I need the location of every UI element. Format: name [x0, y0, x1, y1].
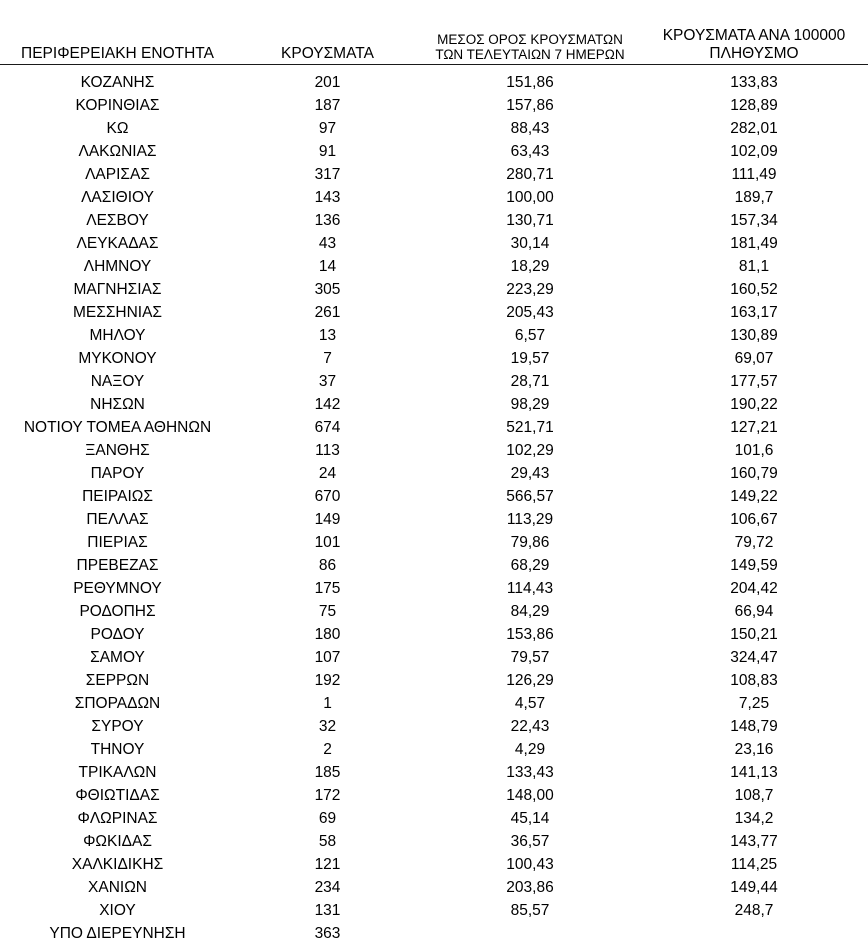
cell-avg7: 223,29 — [506, 280, 554, 298]
cell-cases: 363 — [314, 924, 341, 942]
cell-cases: 201 — [314, 73, 341, 91]
column-header-region-line1: ΠΕΡΙΦΕΡΕΙΑΚΗ ΕΝΟΤΗΤΑ — [21, 44, 214, 62]
cell-region: ΡΟΔΟΥ — [90, 625, 145, 643]
cell-cases: 2 — [323, 740, 332, 758]
cell-region: ΡΕΘΥΜΝΟΥ — [73, 579, 162, 597]
table-row — [0, 922, 868, 945]
table-header — [0, 0, 868, 68]
table-row — [0, 301, 868, 324]
cell-cases: 1 — [323, 694, 332, 712]
cell-region: ΝΑΞΟΥ — [90, 372, 145, 390]
cell-avg7: 36,57 — [510, 832, 550, 850]
cell-cases: 97 — [318, 119, 337, 137]
cell-avg7: 102,29 — [506, 441, 554, 459]
cell-per100k: 149,44 — [730, 878, 778, 896]
cell-cases: 674 — [314, 418, 341, 436]
cell-region: ΡΟΔΟΠΗΣ — [79, 602, 156, 620]
cell-per100k: 7,25 — [738, 694, 770, 712]
cell-region: ΣΕΡΡΩΝ — [85, 671, 150, 689]
cell-cases: 234 — [314, 878, 341, 896]
table-row — [0, 784, 868, 807]
cell-avg7: 4,29 — [514, 740, 546, 758]
cell-region: ΣΥΡΟΥ — [91, 717, 144, 735]
table-row — [0, 485, 868, 508]
cell-avg7: 126,29 — [506, 671, 554, 689]
cell-avg7: 113,29 — [506, 510, 554, 528]
cell-region: ΛΕΥΚΑΔΑΣ — [76, 234, 159, 252]
cell-avg7: 68,29 — [510, 556, 550, 574]
cell-per100k: 150,21 — [730, 625, 778, 643]
cell-region: ΣΠΟΡΑΔΩΝ — [74, 694, 161, 712]
table-body — [0, 68, 868, 945]
cell-cases: 13 — [318, 326, 337, 344]
cell-region: ΛΑΡΙΣΑΣ — [85, 165, 150, 183]
table-row — [0, 462, 868, 485]
cell-cases: 149 — [314, 510, 341, 528]
cell-region: ΝΗΣΩΝ — [90, 395, 145, 413]
column-header-avg7-line2: ΤΩΝ ΤΕΛΕΥΤΑΙΩΝ 7 ΗΜΕΡΩΝ — [435, 46, 625, 62]
cell-per100k: 69,07 — [734, 349, 774, 367]
cell-per100k: 101,6 — [734, 441, 774, 459]
cell-avg7: 100,43 — [506, 855, 554, 873]
cell-per100k: 133,83 — [730, 73, 778, 91]
cell-avg7: 114,43 — [506, 579, 554, 597]
table-row — [0, 324, 868, 347]
cell-avg7: 98,29 — [510, 395, 550, 413]
table-row — [0, 370, 868, 393]
cell-region: ΠΕΛΛΑΣ — [86, 510, 149, 528]
cell-avg7: 6,57 — [514, 326, 546, 344]
cell-avg7: 280,71 — [506, 165, 554, 183]
column-header-cases-line1: ΚΡΟΥΣΜΑΤΑ — [281, 44, 374, 62]
table-row — [0, 163, 868, 186]
table-row — [0, 140, 868, 163]
cell-cases: 69 — [318, 809, 337, 827]
cell-cases: 86 — [318, 556, 337, 574]
table-row — [0, 600, 868, 623]
cell-avg7: 88,43 — [510, 119, 550, 137]
cell-avg7: 19,57 — [510, 349, 550, 367]
cell-cases: 107 — [314, 648, 341, 666]
table-row — [0, 416, 868, 439]
cell-per100k: 282,01 — [730, 119, 778, 137]
cell-avg7: 148,00 — [506, 786, 554, 804]
cell-region: ΠΡΕΒΕΖΑΣ — [76, 556, 159, 574]
cell-per100k: 248,7 — [734, 901, 774, 919]
cell-region: ΛΕΣΒΟΥ — [86, 211, 149, 229]
cell-avg7: 79,86 — [510, 533, 550, 551]
cell-per100k: 108,83 — [730, 671, 778, 689]
cell-region: ΦΘΙΩΤΙΔΑΣ — [75, 786, 160, 804]
cell-region: ΜΥΚΟΝΟΥ — [78, 349, 157, 367]
table-row — [0, 715, 868, 738]
column-header-avg7 — [420, 0, 640, 65]
cell-cases: 14 — [318, 257, 337, 275]
table-row — [0, 692, 868, 715]
cell-cases: 32 — [318, 717, 337, 735]
table-row — [0, 577, 868, 600]
table-row — [0, 255, 868, 278]
cell-per100k: 324,47 — [730, 648, 778, 666]
cell-avg7: 566,57 — [506, 487, 554, 505]
cell-cases: 175 — [314, 579, 341, 597]
cell-avg7: 29,43 — [510, 464, 550, 482]
cell-cases: 24 — [318, 464, 337, 482]
cell-region: ΞΑΝΘΗΣ — [85, 441, 150, 459]
cell-per100k: 160,79 — [730, 464, 778, 482]
cell-per100k: 108,7 — [734, 786, 774, 804]
cell-avg7: 22,43 — [510, 717, 550, 735]
cell-region: ΚΟΡΙΝΘΙΑΣ — [75, 96, 160, 114]
table-row — [0, 393, 868, 416]
cell-per100k: 81,1 — [738, 257, 770, 275]
table-row — [0, 186, 868, 209]
cell-cases: 180 — [314, 625, 341, 643]
cell-region: ΜΗΛΟΥ — [89, 326, 146, 344]
cell-per100k: 106,67 — [730, 510, 778, 528]
cell-region: ΧΑΝΙΩΝ — [88, 878, 147, 896]
column-header-per100k — [640, 0, 868, 65]
cell-avg7: 63,43 — [510, 142, 550, 160]
table-row — [0, 876, 868, 899]
cell-cases: 101 — [314, 533, 341, 551]
cell-avg7: 79,57 — [510, 648, 550, 666]
cell-per100k: 163,17 — [730, 303, 778, 321]
cell-cases: 172 — [314, 786, 341, 804]
cell-region: ΛΑΣΙΘΙΟΥ — [81, 188, 154, 206]
table-row — [0, 830, 868, 853]
table-row — [0, 807, 868, 830]
column-header-per100k-line1: ΚΡΟΥΣΜΑΤΑ ΑΝΑ 100000 — [662, 27, 846, 45]
cell-avg7: 203,86 — [506, 878, 554, 896]
table-row — [0, 899, 868, 922]
cell-region: ΜΑΓΝΗΣΙΑΣ — [73, 280, 162, 298]
table-row — [0, 623, 868, 646]
cell-region: ΧΑΛΚΙΔΙΚΗΣ — [71, 855, 164, 873]
cell-cases: 261 — [314, 303, 341, 321]
cell-cases: 37 — [318, 372, 337, 390]
cell-per100k: 149,22 — [730, 487, 778, 505]
column-header-per100k-line2: ΠΛΗΘΥΣΜΟ — [709, 44, 799, 62]
table-row — [0, 646, 868, 669]
cell-per100k: 134,2 — [734, 809, 774, 827]
cell-cases: 142 — [314, 395, 341, 413]
cell-region: ΚΟΖΑΝΗΣ — [80, 73, 155, 91]
cell-per100k: 102,09 — [730, 142, 778, 160]
cell-cases: 7 — [323, 349, 332, 367]
cell-cases: 75 — [318, 602, 337, 620]
cell-avg7: 18,29 — [510, 257, 550, 275]
cell-region: ΦΛΩΡΙΝΑΣ — [77, 809, 158, 827]
cell-per100k: 23,16 — [734, 740, 774, 758]
cell-avg7: 130,71 — [506, 211, 554, 229]
cell-region: ΦΩΚΙΔΑΣ — [83, 832, 152, 850]
cell-avg7: 153,86 — [506, 625, 554, 643]
cell-per100k: 189,7 — [734, 188, 774, 206]
table-row — [0, 761, 868, 784]
cell-per100k: 160,52 — [730, 280, 778, 298]
cell-per100k: 111,49 — [731, 165, 777, 183]
table-row — [0, 439, 868, 462]
table-row — [0, 117, 868, 140]
cell-region: ΤΗΝΟΥ — [90, 740, 145, 758]
table-header-row — [0, 0, 868, 65]
cell-per100k: 181,49 — [730, 234, 778, 252]
cell-avg7: 521,71 — [506, 418, 554, 436]
cell-per100k: 177,57 — [730, 372, 778, 390]
cell-avg7: 4,57 — [514, 694, 546, 712]
cell-avg7: 45,14 — [510, 809, 550, 827]
table-row — [0, 669, 868, 692]
cell-per100k: 143,77 — [730, 832, 778, 850]
cell-cases: 136 — [314, 211, 341, 229]
cell-cases: 131 — [314, 901, 341, 919]
cell-avg7: 30,14 — [510, 234, 550, 252]
cell-cases: 670 — [314, 487, 341, 505]
cell-per100k: 148,79 — [730, 717, 778, 735]
cell-per100k: 114,25 — [730, 855, 778, 873]
cell-per100k: 130,89 — [730, 326, 778, 344]
cell-avg7: 84,29 — [510, 602, 550, 620]
cell-per100k: 141,13 — [730, 763, 778, 781]
cell-per100k: 66,94 — [734, 602, 774, 620]
cell-cases: 192 — [314, 671, 341, 689]
cell-per100k: 128,89 — [730, 96, 778, 114]
column-header-cases — [235, 0, 420, 65]
cell-avg7 — [420, 922, 640, 945]
column-header-avg7-line1: ΜΕΣΟΣ ΟΡΟΣ ΚΡΟΥΣΜΑΤΩΝ — [437, 31, 623, 47]
table-row — [0, 531, 868, 554]
cell-cases: 121 — [314, 855, 341, 873]
cell-avg7: 28,71 — [510, 372, 550, 390]
cell-region: ΤΡΙΚΑΛΩΝ — [78, 763, 157, 781]
table-row — [0, 278, 868, 301]
cell-region: ΛΗΜΝΟΥ — [83, 257, 152, 275]
cell-region: ΠΕΙΡΑΙΩΣ — [82, 487, 153, 505]
table-row — [0, 232, 868, 255]
table-row — [0, 508, 868, 531]
cell-avg7: 133,43 — [506, 763, 554, 781]
cell-region: ΣΑΜΟΥ — [90, 648, 145, 666]
cell-region: ΜΕΣΣΗΝΙΑΣ — [72, 303, 163, 321]
cell-cases: 43 — [318, 234, 337, 252]
cell-cases: 113 — [315, 441, 340, 459]
cell-per100k: 157,34 — [730, 211, 778, 229]
cell-cases: 187 — [314, 96, 341, 114]
cell-per100k: 79,72 — [734, 533, 774, 551]
cell-cases: 143 — [314, 188, 341, 206]
cell-per100k: 204,42 — [730, 579, 778, 597]
cell-region: ΧΙΟΥ — [99, 901, 136, 919]
cell-avg7: 85,57 — [510, 901, 550, 919]
cell-cases: 91 — [318, 142, 337, 160]
cell-region: ΠΙΕΡΙΑΣ — [87, 533, 148, 551]
table-row — [0, 853, 868, 876]
cell-avg7: 151,86 — [506, 73, 554, 91]
cell-region: ΛΑΚΩΝΙΑΣ — [78, 142, 157, 160]
cell-region: ΠΑΡΟΥ — [90, 464, 145, 482]
cell-avg7: 100,00 — [506, 188, 554, 206]
cell-cases: 305 — [314, 280, 341, 298]
table-row — [0, 94, 868, 117]
table-row — [0, 347, 868, 370]
table-row — [0, 209, 868, 232]
column-header-region — [0, 0, 235, 65]
table-row — [0, 554, 868, 577]
cell-per100k: 149,59 — [730, 556, 778, 574]
cell-cases: 185 — [314, 763, 341, 781]
cell-region: ΝΟΤΙΟΥ ΤΟΜΕΑ ΑΘΗΝΩΝ — [23, 418, 212, 436]
cell-region: ΥΠΟ ΔΙΕΡΕΥΝΗΣΗ — [49, 924, 186, 942]
table-row — [0, 738, 868, 761]
cell-per100k: 190,22 — [730, 395, 778, 413]
cell-region: ΚΩ — [106, 119, 129, 137]
cell-per100k: 127,21 — [730, 418, 778, 436]
cell-per100k — [640, 922, 868, 945]
cell-avg7: 205,43 — [506, 303, 554, 321]
cell-cases: 58 — [318, 832, 337, 850]
cell-avg7: 157,86 — [506, 96, 554, 114]
cell-cases: 317 — [314, 165, 341, 183]
table-row — [0, 68, 868, 94]
